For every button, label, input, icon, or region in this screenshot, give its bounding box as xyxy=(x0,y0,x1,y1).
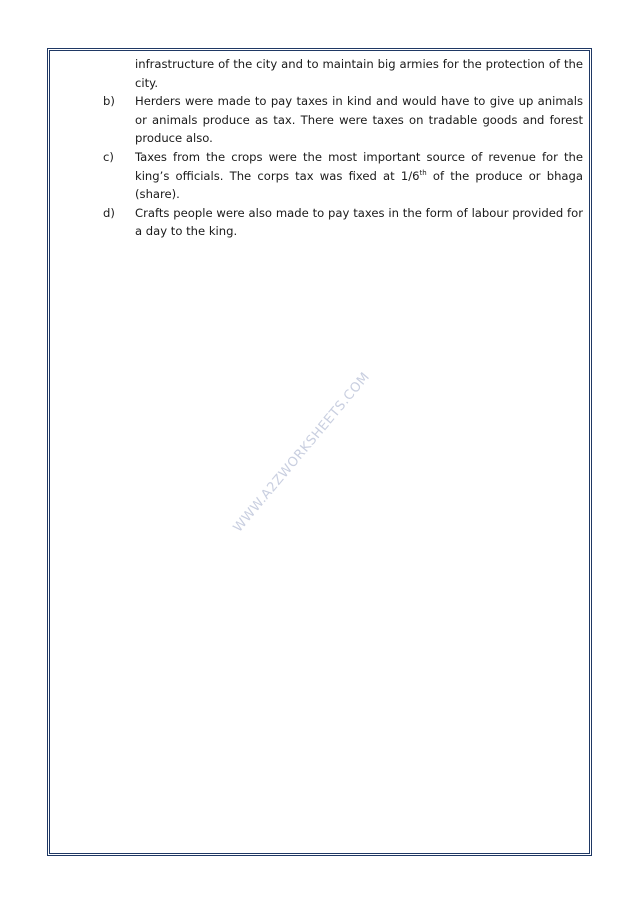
list-item-d xyxy=(103,204,583,241)
list-item-c xyxy=(103,148,583,204)
list-item-text: Herders were made to pay taxes in kind and would have to give up animals or animals produce as tax. There were taxes on tradable goods and forest produce also. xyxy=(135,94,583,146)
continuation-paragraph: infrastructure of the city and to maintain big armies for the protection of the city. xyxy=(135,57,583,90)
list-item-text xyxy=(135,148,583,204)
watermark: WWW.A2ZWORKSHEETS.COM xyxy=(230,369,374,536)
text-after-superscript: of the produce or bhaga (share). xyxy=(135,168,583,202)
document-body xyxy=(103,55,583,241)
list-marker: c) xyxy=(103,149,114,164)
text-before-superscript: Taxes from the crops were the most important source of revenue for the king’s officials. The corps tax was fixed at 1/6 xyxy=(135,149,583,183)
list-item-text: Crafts people were also made to pay taxes in the form of labour provided for a day to the king. xyxy=(135,205,583,239)
list-item-b xyxy=(103,92,583,148)
list-marker: d) xyxy=(103,205,115,220)
list-marker: b) xyxy=(103,94,115,109)
superscript: th xyxy=(419,168,427,177)
